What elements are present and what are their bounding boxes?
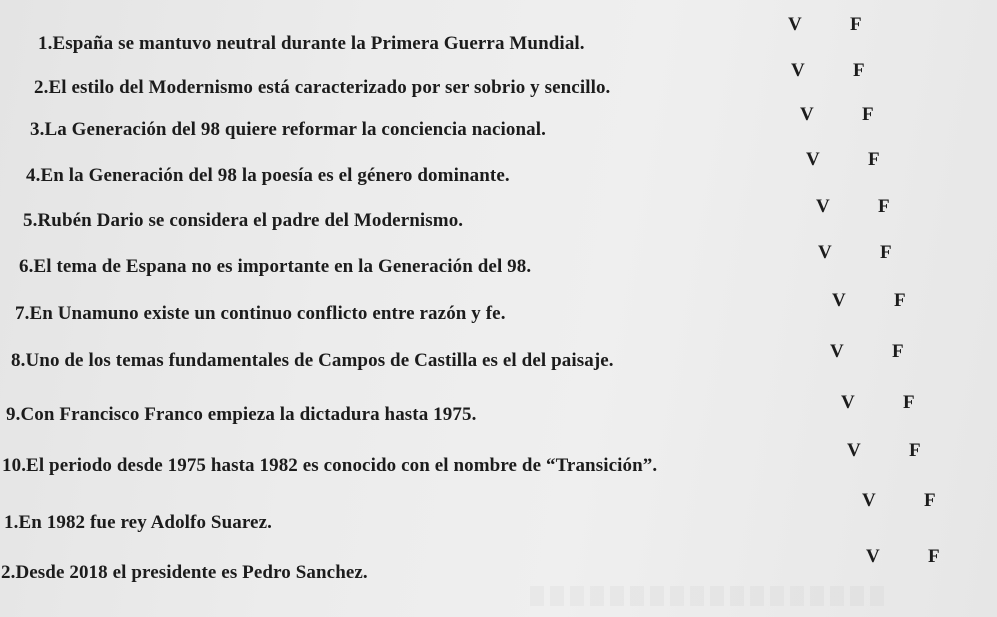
option-f-10: F (909, 440, 921, 461)
statement-3: 3.La Generación del 98 quiere reformar la conciencia nacional. (30, 119, 546, 140)
statement-8: 8.Uno de los temas fundamentales de Campos de Castilla es el del paisaje. (11, 350, 614, 371)
option-v-3: V (800, 104, 814, 125)
statement-6: 6.El tema de Espana no es importante en la Generación del 98. (19, 256, 532, 277)
option-f-3: F (862, 104, 874, 125)
option-v-8: V (830, 341, 844, 362)
statement-4: 4.En la Generación del 98 la poesía es el género dominante. (26, 165, 510, 186)
option-f-8: F (892, 341, 904, 362)
option-f-1: F (850, 14, 862, 35)
option-v-10: V (847, 440, 861, 461)
option-v-1: V (788, 14, 802, 35)
statement-5: 5.Rubén Dario se considera el padre del Modernismo. (23, 210, 464, 231)
option-f-4: F (868, 149, 880, 170)
option-v-11: V (862, 490, 876, 511)
option-f-5: F (878, 196, 890, 217)
statement-9: 9.Con Francisco Franco empieza la dictadura hasta 1975. (6, 404, 477, 425)
option-v-6: V (818, 242, 832, 263)
option-f-12: F (928, 546, 940, 567)
statement-11: 1.En 1982 fue rey Adolfo Suarez. (4, 512, 272, 533)
statement-7: 7.En Unamuno existe un continuo conflicto entre razón y fe. (15, 303, 506, 324)
statement-2: 2.El estilo del Modernismo está caracterizado por ser sobrio y sencillo. (34, 77, 611, 98)
option-f-7: F (894, 290, 906, 311)
option-v-7: V (832, 290, 846, 311)
option-v-4: V (806, 149, 820, 170)
option-f-11: F (924, 490, 936, 511)
option-v-5: V (816, 196, 830, 217)
statement-10: 10.El periodo desde 1975 hasta 1982 es conocido con el nombre de “Transición”. (2, 455, 658, 476)
option-v-12: V (866, 546, 880, 567)
option-v-9: V (841, 392, 855, 413)
option-f-6: F (880, 242, 892, 263)
bleed-through-texture (530, 586, 890, 606)
option-f-2: F (853, 60, 865, 81)
statement-1: 1.España se mantuvo neutral durante la Primera Guerra Mundial. (38, 33, 585, 54)
option-v-2: V (791, 60, 805, 81)
statement-12: 2.Desde 2018 el presidente es Pedro Sanchez. (1, 562, 368, 583)
option-f-9: F (903, 392, 915, 413)
